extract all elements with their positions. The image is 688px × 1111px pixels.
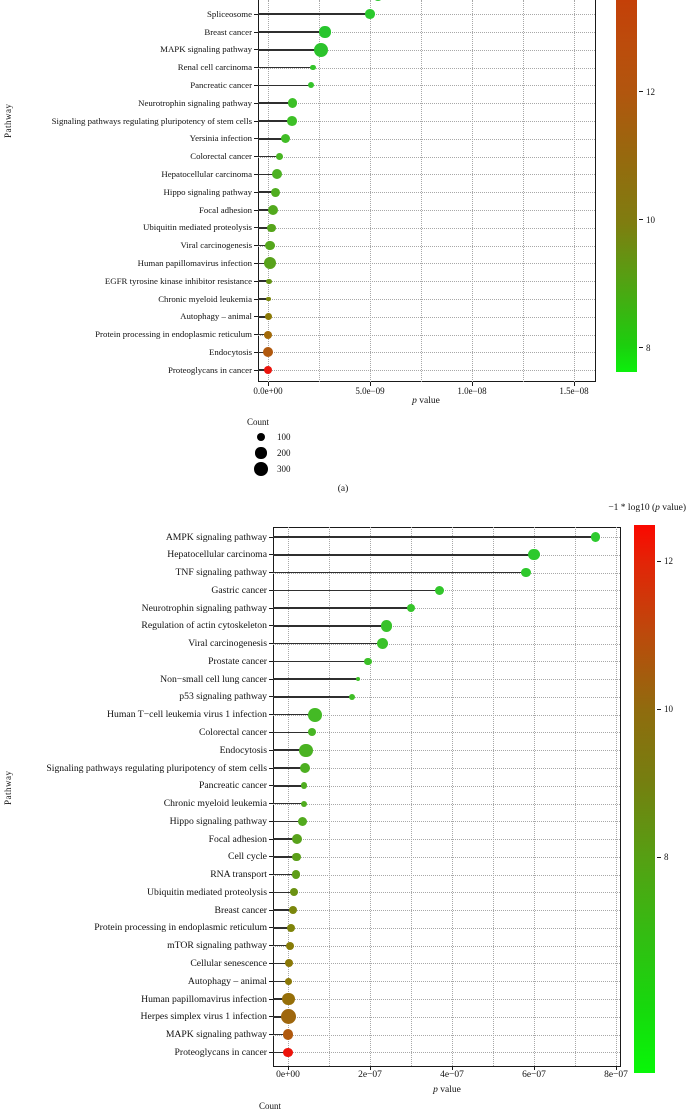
row-gridline <box>273 839 620 840</box>
colorbar-title-b: −1 * log10 (p value) <box>608 503 686 513</box>
row-gridline <box>258 299 595 300</box>
pathway-label: Signaling pathways regulating pluripotency of stem cells <box>46 762 267 774</box>
pathway-label: Viral carcinogenesis <box>180 240 252 251</box>
data-dot <box>364 658 371 665</box>
lollipop-stem <box>273 696 352 698</box>
count-legend-dot <box>255 447 266 458</box>
pathway-label: Hippo signaling pathway <box>163 186 252 197</box>
pathway-label: Viral carcinogenesis <box>188 638 267 650</box>
lollipop-stem <box>273 785 304 787</box>
count-legend-title-b-clipped: Count <box>259 1101 282 1111</box>
pathway-label: MAPK signaling pathway <box>165 1029 267 1041</box>
colorbar-tick <box>657 561 661 562</box>
data-dot <box>265 313 272 320</box>
pathway-label: p53 signaling pathway <box>179 691 267 703</box>
data-dot <box>271 188 280 197</box>
count-legend-dot <box>257 433 265 441</box>
data-dot <box>300 763 310 773</box>
plot-panel-a <box>258 0 596 382</box>
pathway-label: Human papillomavirus infection <box>137 257 252 268</box>
row-gridline <box>273 910 620 911</box>
row-gridline <box>258 192 595 193</box>
vertical-gridline <box>523 0 524 382</box>
pathway-label: Proteoglycans in cancer <box>167 364 252 375</box>
pathway-label: RNA transport <box>210 869 267 881</box>
vertical-gridline <box>574 0 575 382</box>
vertical-gridline <box>421 0 422 382</box>
vertical-gridline <box>370 0 371 382</box>
vertical-gridline <box>319 0 320 382</box>
pathway-label: Focal adhesion <box>208 833 267 845</box>
pathway-label: Gastric cancer <box>211 584 267 596</box>
pathway-label: MAPK signaling pathway <box>160 44 252 55</box>
data-dot <box>265 241 274 250</box>
data-dot <box>381 620 392 631</box>
panel-a-caption: (a) <box>337 484 349 494</box>
x-tick-label: 0.0e+00 <box>253 386 283 396</box>
colorbar-tick <box>639 219 643 220</box>
colorbar-b <box>634 525 655 1073</box>
row-gridline <box>258 246 595 247</box>
row-gridline <box>273 732 620 733</box>
lollipop-stem <box>258 67 313 69</box>
lollipop-stem <box>258 85 311 87</box>
row-gridline <box>273 804 620 805</box>
data-dot <box>591 532 600 541</box>
row-gridline <box>258 263 595 264</box>
row-gridline <box>273 928 620 929</box>
row-gridline <box>258 370 595 371</box>
lollipop-stem <box>273 732 312 734</box>
x-tick-label: 6e−07 <box>522 1070 546 1080</box>
lollipop-stem <box>273 661 368 663</box>
pathway-label: mTOR signaling pathway <box>167 940 267 952</box>
x-tick-label: 8e−07 <box>604 1070 628 1080</box>
pathway-label: Pancreatic cancer <box>190 79 252 90</box>
colorbar-tick <box>657 709 661 710</box>
data-dot <box>276 153 283 160</box>
row-gridline <box>258 139 595 140</box>
pathway-label: Breast cancer <box>214 904 267 916</box>
row-gridline <box>273 875 620 876</box>
pathway-label: Ubiquitin mediated proteolysis <box>146 886 267 898</box>
row-gridline <box>258 281 595 282</box>
pathway-label: Proteoglycans in cancer <box>174 1046 267 1058</box>
pathway-label: Hepatocellular carcinoma <box>167 549 267 561</box>
count-legend-value: 200 <box>277 447 291 458</box>
pathway-label: Colorectal cancer <box>190 151 252 162</box>
pathway-label: Cellular senescence <box>190 957 267 969</box>
pathway-label: Breast cancer <box>204 26 252 37</box>
data-dot <box>292 870 301 879</box>
data-dot <box>349 694 355 700</box>
x-tick-label: 4e−07 <box>440 1070 464 1080</box>
pathway-label: Chronic myeloid leukemia <box>163 798 267 810</box>
lollipop-stem <box>273 625 386 627</box>
pathway-label: TNF signaling pathway <box>175 567 267 579</box>
colorbar-tick-label: 8 <box>664 852 669 863</box>
y-axis-title-a: Pathway <box>3 103 13 138</box>
pathway-label: Neurotrophin signaling pathway <box>141 602 267 614</box>
row-gridline <box>258 335 595 336</box>
lollipop-stem <box>273 590 440 592</box>
row-gridline <box>273 715 620 716</box>
row-gridline <box>273 768 620 769</box>
pathway-label: EGFR tyrosine kinase inhibitor resistance <box>104 275 252 286</box>
pathway-label: Hepatocellular carcinoma <box>161 168 252 179</box>
lollipop-stem <box>273 803 304 805</box>
data-dot <box>292 853 301 862</box>
count-legend-value: 100 <box>277 431 291 442</box>
lollipop-stem <box>273 643 382 645</box>
pathway-label: Non−small cell lung cancer <box>160 673 267 685</box>
data-dot <box>528 549 539 560</box>
pathway-label: Chronic myeloid leukemia <box>158 293 252 304</box>
lollipop-stem <box>273 678 358 680</box>
pathway-label: Pancreatic cancer <box>198 780 267 792</box>
data-dot <box>308 708 322 722</box>
x-axis-title-b: p value <box>433 1085 461 1095</box>
pathway-label: Cell cycle <box>227 851 267 863</box>
pathway-label: Ubiquitin mediated proteolysis <box>143 222 252 233</box>
data-dot <box>365 9 374 18</box>
pathway-label: Human papillomavirus infection <box>141 993 267 1005</box>
row-gridline <box>273 857 620 858</box>
pathway-label: Human T−cell leukemia virus 1 infection <box>107 709 267 721</box>
data-dot <box>292 834 302 844</box>
data-dot <box>287 116 297 126</box>
data-dot <box>264 331 272 339</box>
data-dot <box>283 1048 292 1057</box>
colorbar-tick <box>639 347 643 348</box>
row-gridline <box>258 157 595 158</box>
colorbar-tick-label: 10 <box>646 214 655 225</box>
row-gridline <box>273 946 620 947</box>
data-dot <box>286 942 294 950</box>
row-gridline <box>273 786 620 787</box>
colorbar-a <box>616 0 637 372</box>
pathway-label: Protein processing in endoplasmic reticulum <box>95 329 252 340</box>
x-tick-label: 0e+00 <box>276 1070 300 1080</box>
lollipop-stem <box>258 13 370 15</box>
count-legend-dot <box>254 462 268 476</box>
pathway-label: Focal adhesion <box>198 204 252 215</box>
pathway-label: Neurotrophin signaling pathway <box>138 97 252 108</box>
data-dot <box>310 65 315 70</box>
pathway-label: Regulation of actin cytoskeleton <box>141 620 267 632</box>
row-gridline <box>258 352 595 353</box>
colorbar-tick <box>657 857 661 858</box>
row-gridline <box>258 103 595 104</box>
row-gridline <box>258 210 595 211</box>
lollipop-stem <box>273 536 596 538</box>
row-gridline <box>273 1052 620 1053</box>
row-gridline <box>273 981 620 982</box>
x-tick-label: 5.0e−09 <box>355 386 385 396</box>
pathway-label: Spliceosome <box>207 8 252 19</box>
lollipop-stem <box>273 607 411 609</box>
pathway-label: Protein processing in endoplasmic reticulum <box>94 922 267 934</box>
row-gridline <box>258 317 595 318</box>
x-tick-label: 2e−07 <box>358 1070 382 1080</box>
pathway-label: Autophagy – animal <box>180 311 252 322</box>
colorbar-tick-label: 12 <box>646 86 655 97</box>
pathway-label: Prostate cancer <box>208 655 267 667</box>
colorbar-tick-label: 10 <box>664 704 673 715</box>
row-gridline <box>258 121 595 122</box>
data-dot <box>266 279 271 284</box>
pathway-label: Endocytosis <box>208 346 252 357</box>
pathway-label: AMPK signaling pathway <box>165 531 267 543</box>
colorbar-tick-label: 8 <box>646 342 651 353</box>
pathway-label: Yersinia infection <box>189 133 252 144</box>
x-axis-title-a: p value <box>412 396 440 406</box>
count-legend-value: 300 <box>277 463 291 474</box>
row-gridline <box>273 999 620 1000</box>
x-tick-label: 1.5e−08 <box>559 386 589 396</box>
data-dot <box>267 224 276 233</box>
pathway-label: Colorectal cancer <box>198 726 267 738</box>
lollipop-stem <box>273 572 526 574</box>
pathway-label: Autophagy – animal <box>187 975 267 987</box>
x-tick-label: 1.0e−08 <box>457 386 487 396</box>
row-gridline <box>273 821 620 822</box>
data-dot <box>285 978 292 985</box>
row-gridline <box>273 963 620 964</box>
lollipop-stem <box>258 49 321 51</box>
pathway-label: Herpes simplex virus 1 infection <box>140 1011 267 1023</box>
data-dot <box>521 568 530 577</box>
row-gridline <box>273 892 620 893</box>
pathway-label: Signaling pathways regulating pluripotency of stem cells <box>51 115 252 126</box>
colorbar-tick <box>639 91 643 92</box>
row-gridline <box>273 1035 620 1036</box>
colorbar-tick-label: 12 <box>664 556 673 567</box>
y-axis-title-b: Pathway <box>3 770 13 805</box>
data-dot <box>299 744 312 757</box>
lollipop-stem <box>258 31 325 33</box>
vertical-gridline <box>472 0 473 382</box>
lollipop-stem <box>273 554 534 556</box>
data-dot <box>319 26 330 37</box>
pathway-label: Renal cell carcinoma <box>177 62 252 73</box>
row-gridline <box>258 174 595 175</box>
count-legend-title-a: Count <box>247 417 270 427</box>
row-gridline <box>273 750 620 751</box>
row-gridline <box>258 228 595 229</box>
pathway-label: Hippo signaling pathway <box>169 815 267 827</box>
row-gridline <box>273 1017 620 1018</box>
pathway-label: Endocytosis <box>219 744 267 756</box>
data-dot <box>301 801 307 807</box>
